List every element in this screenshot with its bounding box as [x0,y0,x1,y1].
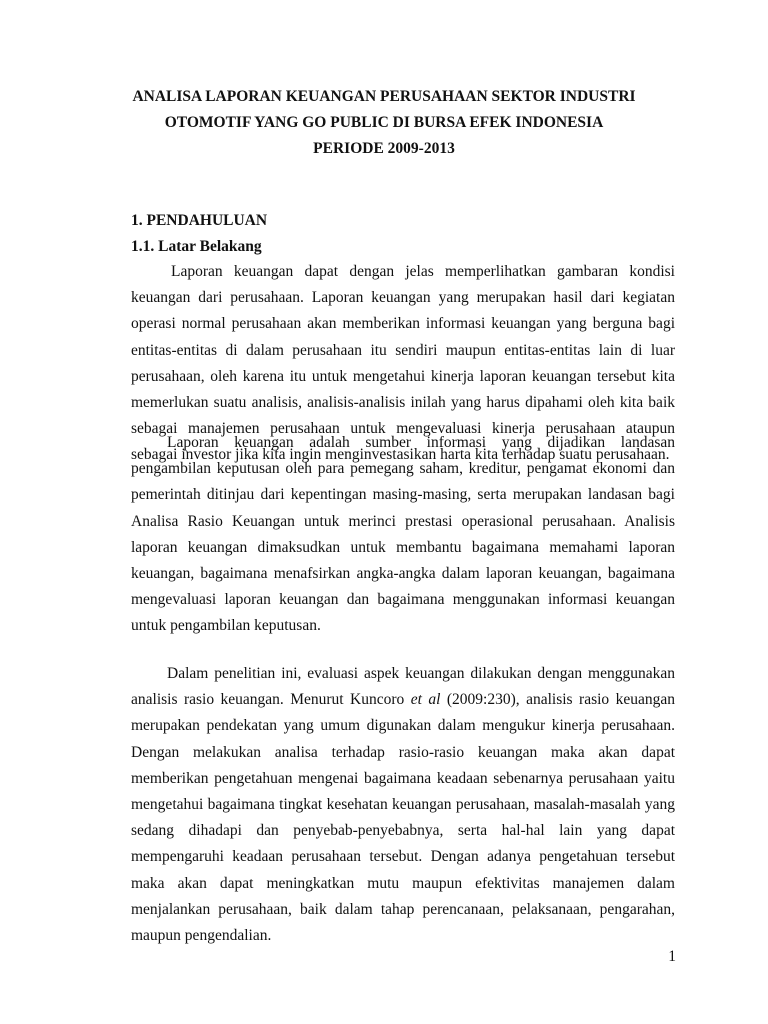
document-title [100,84,668,162]
title-line-2: OTOMOTIF YANG GO PUBLIC DI BURSA EFEK INDONESIA [164,114,604,131]
paragraph-3 [131,661,675,949]
paragraph-3-part-2: (2009:230), analisis rasio keuangan merupakan pendekatan yang umum digunakan dalam mengukur kinerja perusahaan. Dengan melakukan analisa terhadap rasio-rasio keuangan maka akan dapat memberikan pengetahuan mengenai bagaimana keadaan sebenarnya perusahaan yaitu mengetahui bagaimana tingkat kesehatan keuangan perusahaan, masalah-masalah yang sedang dihadapi dan penyebab-penyebabnya, serta hal-hal lain yang dapat mempengaruhi keadaan perusahaan tersebut. Dengan adanya pengetahuan tersebut maka akan dapat meningkatkan mutu maupun efektivitas manajemen dalam menjalankan perusahaan, baik dalam tahap perencanaan, pelaksanaan, pengarahan, maupun pengendalian. [131,691,676,945]
paragraph-3-part-1: Dalam penelitian ini, evaluasi aspek keuangan dilakukan dengan menggunakan analisis rasio keuangan. Menurut Kuncoro [131,665,675,709]
subsection-heading: 1.1. Latar Belakang [131,238,262,255]
title-line-3: PERIODE 2009-2013 [313,140,455,157]
paragraph-2-text: Laporan keuangan adalah sumber informasi yang dijadikan landasan pengambilan keputusan oleh para pemegang saham, kreditur, pengamat ekonomi dan pemerintah ditinjau dari kepentingan masing-masing, serta merupakan landasan bagi Analisa Rasio Keuangan untuk merinci prestasi operasional perusahaan. Analisis laporan keuangan dimaksudkan untuk membantu bagaimana memahami laporan keuangan, bagaimana menafsirkan angka-angka dalam laporan keuangan, bagaimana mengevaluasi laporan keuangan dan bagaimana menggunakan informasi keuangan untuk pengambilan keputusan. [131,434,675,635]
page-number: 1 [668,948,676,965]
paragraph-3-text [131,661,675,949]
paragraph-1-text: Laporan keuangan dapat dengan jelas memperlihatkan gambaran kondisi keuangan dari perusahaan. Laporan keuangan yang merupakan hasil dari kegiatan operasi normal perusahaan akan memberikan informasi keuangan yang berguna bagi entitas-entitas di dalam perusahaan itu sendiri maupun entitas-entitas lain di luar perusahaan, oleh karena itu untuk mengetahui kinerja laporan keuangan tersebut kita memerlukan suatu analisis, analisis-analisis inilah yang harus dipahami oleh kita baik sebagai manajemen perusahaan untuk mengevaluasi kinerja perusahaan ataupun sebagai investor jika kita ingin menginvestasikan harta kita terhadap suatu perusahaan. [131,263,675,464]
section-heading: 1. PENDAHULUAN [131,212,268,229]
paragraph-2 [131,430,675,640]
citation-italic: et al [410,691,441,709]
title-line-1: ANALISA LAPORAN KEUANGAN PERUSAHAAN SEKTOR INDUSTRI [132,88,636,105]
